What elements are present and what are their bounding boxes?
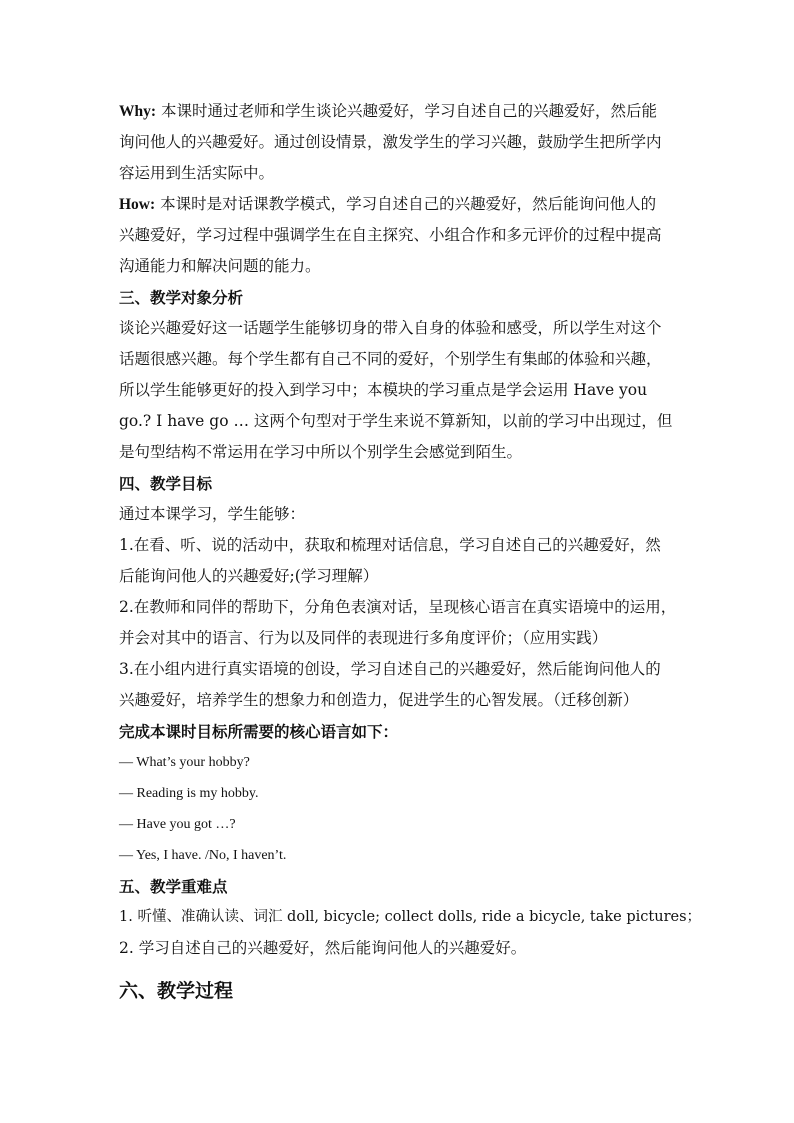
core-language-heading: 完成本课时目标所需要的核心语言如下： [119,722,399,741]
key-point-line: 1. 听懂、准确认读、词汇 doll, bicycle; collect dolls, ride a bicycle, take pictures； [119,909,702,925]
student-analysis-line: 所以学生能够更好的投入到学习中；本模块的学习重点是学会运用 Have you [119,381,648,399]
why-paragraph-line-1 [119,96,689,127]
section-heading-student-analysis: 三、教学对象分析 [119,288,244,307]
how-text: 本课时是对话课教学模式，学习自述自己的兴趣爱好，然后能询问他人的 [160,195,657,213]
dialog-line: — Yes, I have. /No, I haven’t. [119,848,287,863]
objective-line: 2.在教师和同伴的帮助下，分角色表演对话，呈现核心语言在真实语境中的运用， [119,598,677,616]
section-heading-key-points: 五、教学重难点 [119,877,228,896]
why-paragraph-line-2: 询问他人的兴趣爱好。通过创设情景，激发学生的学习兴趣，鼓励学生把所学内 [119,133,662,151]
how-label: How: [119,196,156,213]
dialog-line: — Have you got …? [119,817,236,832]
objectives-intro: 通过本课学习，学生能够： [119,505,306,523]
objective-line: 并会对其中的语言、行为以及同伴的表现进行多角度评价；（应用实践） [119,629,608,647]
how-paragraph-line-3: 沟通能力和解决问题的能力。 [119,257,321,275]
key-point-line: 2. 学习自述自己的兴趣爱好，然后能询问他人的兴趣爱好。 [119,939,527,957]
how-paragraph-line-1 [119,189,689,220]
why-label: Why: [119,103,157,120]
dialog-line: — What’s your hobby? [119,755,250,770]
how-paragraph-line-2: 兴趣爱好，学习过程中强调学生在自主探究、小组合作和多元评价的过程中提高 [119,226,662,244]
student-analysis-line: 话题很感兴趣。每个学生都有自己不同的爱好，个别学生有集邮的体验和兴趣， [119,350,662,368]
section-heading-teaching-process: 六、教学过程 [119,980,234,1002]
student-analysis-line: 谈论兴趣爱好这一话题学生能够切身的带入自身的体验和感受，所以学生对这个 [119,319,662,337]
objective-line: 后能询问他人的兴趣爱好;(学习理解） [119,567,379,585]
student-analysis-line: go.? I have go … 这两个句型对于学生来说不算新知，以前的学习中出现过，但 [119,412,673,430]
dialog-line: — Reading is my hobby. [119,786,259,801]
section-heading-objectives: 四、教学目标 [119,474,213,493]
why-text: 本课时通过老师和学生谈论兴趣爱好，学习自述自己的兴趣爱好，然后能 [160,102,657,120]
objective-line: 3.在小组内进行真实语境的创设，学习自述自己的兴趣爱好，然后能询问他人的 [119,660,661,678]
objective-line: 兴趣爱好，培养学生的想象力和创造力，促进学生的心智发展。（迁移创新） [119,691,639,709]
student-analysis-line: 是句型结构不常运用在学习中所以个别学生会感觉到陌生。 [119,443,523,461]
objective-line: 1.在看、听、说的活动中，获取和梳理对话信息，学习自述自己的兴趣爱好，然 [119,536,661,554]
document-page [119,96,702,1007]
why-paragraph-line-3: 容运用到生活实际中。 [119,164,275,182]
